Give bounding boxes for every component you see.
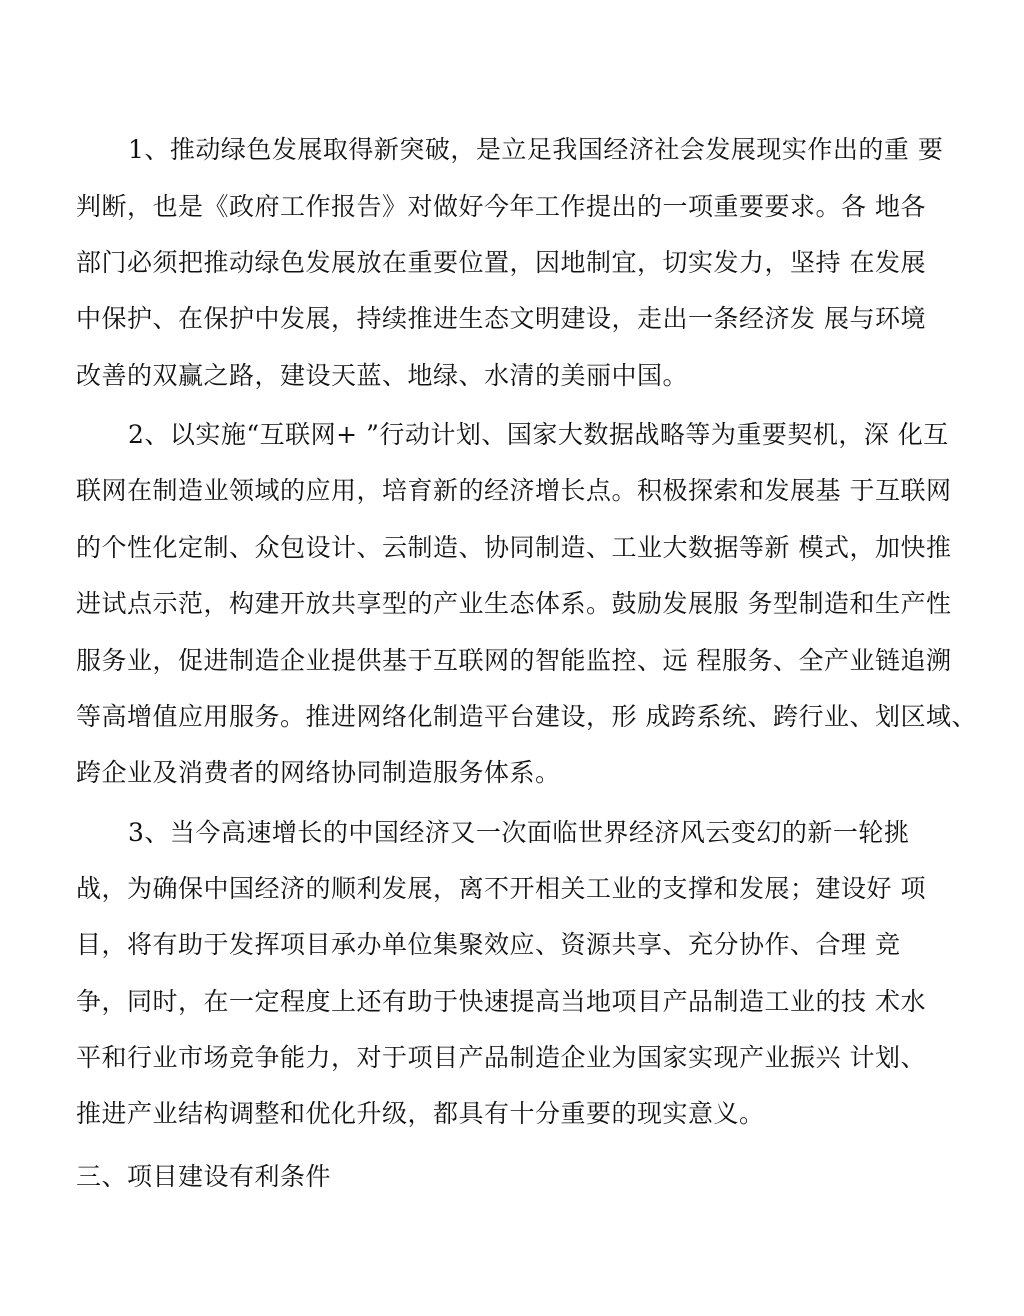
paragraph-line: 中保护、在保护中发展，持续推进生态文明建设，走出一条经济发 展与环境 <box>76 304 926 333</box>
paragraph-line: 2、以实施“互联网+ ”行动计划、国家大数据战略等为重要契机，深 化互 <box>128 420 949 449</box>
paragraph-line: 3、当今高速增长的中国经济又一次面临世界经济风云变幻的新一轮挑 <box>128 818 910 847</box>
paragraph-line: 的个性化定制、众包设计、云制造、协同制造、工业大数据等新 模式，加快推 <box>76 533 952 562</box>
paragraph-line: 争，同时，在一定程度上还有助于快速提高当地项目产品制造工业的技 术水 <box>76 987 926 1016</box>
section-heading: 三、项目建设有利条件 <box>76 1162 332 1191</box>
paragraph-line: 联网在制造业领域的应用，培育新的经济增长点。积极探索和发展基 于互联网 <box>76 476 952 505</box>
paragraph-line: 平和行业市场竞争能力，对于项目产品制造企业为国家实现产业振兴 计划、 <box>76 1043 926 1072</box>
paragraph-line: 等高增值应用服务。推进网络化制造平台建设，形 成跨系统、跨行业、划区域、 <box>76 702 977 731</box>
paragraph-line: 服务业，促进制造企业提供基于互联网的智能监控、远 程服务、全产业链追溯 <box>76 646 952 675</box>
paragraph-line: 1、推动绿色发展取得新突破，是立足我国经济社会发展现实作出的重 要 <box>128 135 944 164</box>
paragraph-line: 战，为确保中国经济的顺利发展，离不开相关工业的支撑和发展；建设好 项 <box>76 874 926 903</box>
paragraph-line: 目，将有助于发挥项目承办单位集聚效应、资源共享、充分协作、合理 竞 <box>76 930 901 959</box>
paragraph-line: 改善的双赢之路，建设天蓝、地绿、水清的美丽中国。 <box>76 361 689 390</box>
paragraph-line: 部门必须把推动绿色发展放在重要位置，因地制宜，切实发力，坚持 在发展 <box>76 248 926 277</box>
paragraph-line: 推进产业结构调整和优化升级，都具有十分重要的现实意义。 <box>76 1099 765 1128</box>
paragraph-line: 判断，也是《政府工作报告》对做好今年工作提出的一项重要要求。各 地各 <box>76 192 926 221</box>
paragraph-line: 进试点示范，构建开放共享型的产业生态体系。鼓励发展服 务型制造和生产性 <box>76 589 952 618</box>
paragraph-line: 跨企业及消费者的网络协同制造服务体系。 <box>76 758 561 787</box>
